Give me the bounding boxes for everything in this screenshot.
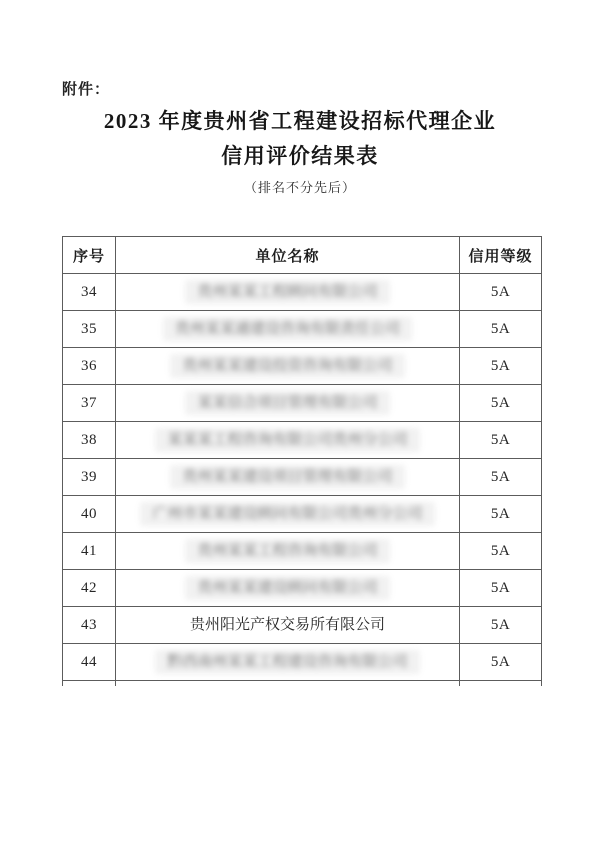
rating-value: 5A (460, 459, 542, 496)
rating-value: 5A (460, 311, 542, 348)
header-cell-no: 序号 (63, 237, 116, 274)
header-cell-rating: 信用等级 (460, 237, 542, 274)
company-name-cell (116, 570, 460, 607)
company-name: 贵州某某工程顾问有限公司 (185, 280, 389, 304)
company-name-cell (116, 311, 460, 348)
row-number: 34 (63, 274, 116, 311)
rating-value: 5A (460, 644, 542, 681)
company-name: 贵州阳光产权交易所有限公司 (189, 617, 385, 633)
document-title (0, 104, 600, 174)
row-number: 41 (63, 533, 116, 570)
row-number: 36 (63, 348, 116, 385)
document-subtitle: （排名不分先后） (243, 180, 356, 195)
company-name: 贵州某某建设投资咨询有限公司 (170, 354, 404, 378)
row-number: 40 (63, 496, 116, 533)
table-row (63, 422, 542, 459)
rating-value: 5A (460, 348, 542, 385)
company-name-cell (116, 385, 460, 422)
attachment-label: 附件： (62, 82, 111, 98)
row-number: 44 (63, 644, 116, 681)
company-name-cell (116, 644, 460, 681)
company-name: 广州市某某建设顾问有限公司贵州分公司 (140, 502, 434, 526)
company-name-cell (116, 459, 460, 496)
company-name-cell (116, 348, 460, 385)
row-number: 43 (63, 607, 116, 644)
table-row (63, 570, 542, 607)
table-row (63, 385, 542, 422)
company-name: 贵州某某通建设咨询有限责任公司 (163, 317, 412, 341)
rating-value: 5A (460, 607, 542, 644)
rating-value: 5A (460, 533, 542, 570)
document-title-line1: 2023 年度贵州省工程建设招标代理企业 (103, 109, 497, 133)
row-number: 37 (63, 385, 116, 422)
company-name-cell (116, 533, 460, 570)
table-row (63, 459, 542, 496)
table-header-row (63, 237, 542, 274)
rating-value: 5A (460, 496, 542, 533)
row-number: 38 (63, 422, 116, 459)
document-title-line2: 信用评价结果表 (221, 144, 379, 168)
row-number: 39 (63, 459, 116, 496)
rating-value: 5A (460, 570, 542, 607)
company-name-cell (116, 607, 460, 644)
company-name: 黔西南州某某工程建设咨询有限公司 (155, 650, 419, 674)
table-row (63, 607, 542, 644)
row-number: 42 (63, 570, 116, 607)
credit-rating-table (62, 236, 542, 686)
company-name: 某某信合项目管理有限公司 (185, 391, 389, 415)
cutoff-next-row (63, 681, 542, 687)
table-row (63, 348, 542, 385)
table-row (63, 644, 542, 681)
company-name-cell (116, 496, 460, 533)
rating-value: 5A (460, 422, 542, 459)
rating-value: 5A (460, 274, 542, 311)
table-row (63, 311, 542, 348)
table-row (63, 496, 542, 533)
header-cell-name: 单位名称 (116, 237, 460, 274)
table-row (63, 533, 542, 570)
table-row (63, 274, 542, 311)
company-name-cell (116, 422, 460, 459)
company-name: 贵州某某建设顾问有限公司 (185, 576, 389, 600)
company-name: 贵州某某工程咨询有限公司 (185, 539, 389, 563)
company-name: 贵州某某建设项目管理有限公司 (170, 465, 404, 489)
company-name: 某某某工程咨询有限公司贵州分公司 (155, 428, 419, 452)
company-name-cell (116, 274, 460, 311)
rating-value: 5A (460, 385, 542, 422)
row-number: 35 (63, 311, 116, 348)
